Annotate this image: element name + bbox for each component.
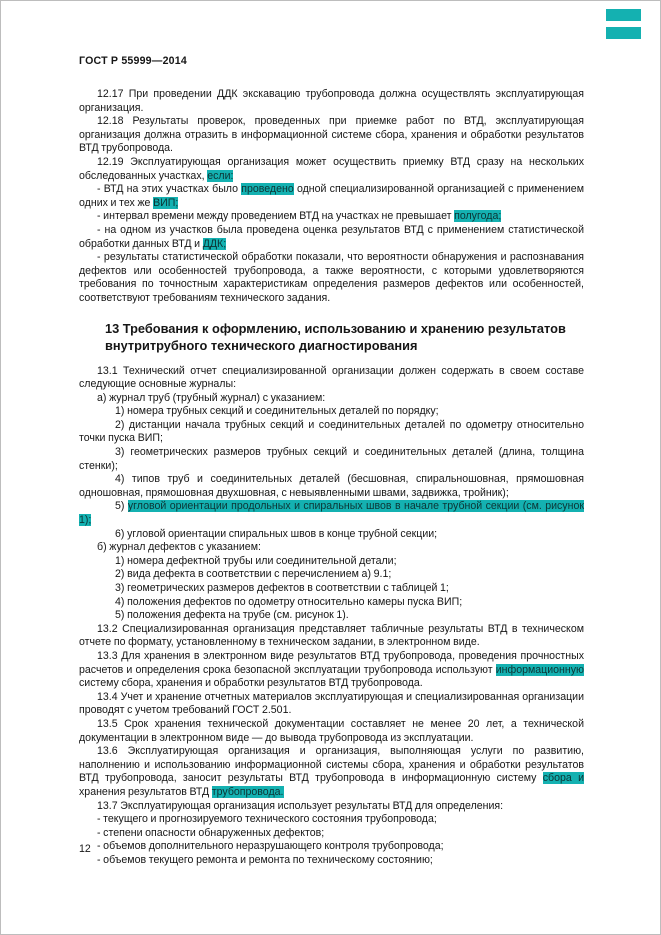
list-item [79,500,584,527]
text-segment: 5) [115,500,128,513]
text-segment: 4) типов труб и соединительных деталей (бесшовная, спиральношовная, прямошовная одношовная, прямошовная двухшовная, с невыявленными швами, задвижка, тройник); [79,473,584,499]
text-segment: - на одном из участков была проведена оценка результатов ВТД с применением статистической обработки данных ВТД и [79,223,584,250]
list-item [79,405,584,419]
highlighted-text: угловой ориентации продольных и спиральных швов в начале трубной секции (см. рисунок 1); [79,500,584,527]
text-segment: 4) положения дефектов по одометру относительно камеры пуска ВИП; [115,595,463,608]
paragraph [79,392,584,406]
paragraph [79,813,584,827]
page-number: 12 [79,843,91,855]
text-segment: - текущего и прогнозируемого технического состояния трубопровода; [97,813,437,826]
document-content [79,88,584,867]
list-item [79,528,584,542]
paragraph [79,541,584,555]
section-heading [105,320,584,355]
paragraph [79,156,584,183]
paragraph [79,224,584,251]
text-segment: 2) дистанции начала трубных секций и соединительных деталей по одометру относительно точки пуска ВИП; [79,418,584,445]
list-item [79,596,584,610]
list-item [79,582,584,596]
paragraph [79,745,584,799]
paragraph [79,827,584,841]
text-segment: б) журнал дефектов с указанием: [97,541,261,554]
text-segment: - объемов дополнительного неразрушающего контроля трубопровода; [97,840,444,853]
text-segment: 1) номера трубных секций и соединительных деталей по порядку; [115,405,439,418]
list-item [79,419,584,446]
highlighted-text: ДДК; [202,237,227,250]
text-segment: 13.6 Эксплуатирующая организация и организация, выполняющая услуги по развитию, наполнению и использованию информационной системы сбора, хранения и обработки результатов ВТД трубопровода, заносит результаты ВТД трубопровода в информационную систему [79,745,584,785]
text-segment: - результаты статистической обработки показали, что вероятности обнаружения и распознавания дефектов или особенностей трубопровода, а также вероятности, с которыми удовлетворяются требования по точностным характеристикам определения размеров дефектов или особенностей, соответствуют требованиям технического задания. [79,251,584,304]
document-standard-number: ГОСТ Р 55999—2014 [79,55,187,67]
text-segment: 13.7 Эксплуатирующая организация использует результаты ВТД для определения: [97,799,504,812]
highlighted-text: полугода; [454,210,502,223]
paragraph [79,650,584,691]
text-segment: 3) геометрических размеров дефектов в соответствии с таблицей 1; [115,582,449,594]
text-segment: хранения результатов ВТД [79,785,212,798]
text-segment: 13.4 Учет и хранение отчетных материалов эксплуатирующая и специализированная организации проводят с учетом требований ГОСТ 2.501. [79,690,584,717]
text-segment: 12.18 Результаты проверок, проведенных при приемке работ по ВТД, эксплуатирующая организация должна отразить в информационной системе сбора, хранения и обработки результатов ВТД трубопровода. [79,115,584,155]
text-segment: 13.5 Срок хранения технической документации составляет не менее 20 лет, а технической документации в электронном виде — до вывода трубопровода из эксплуатации. [79,717,584,744]
paragraph [79,623,584,650]
highlighted-text: трубопровода. [211,785,284,798]
text-segment: систему сбора, хранения и обработки результатов ВТД трубопровода. [79,677,423,690]
text-segment: одной специализированной организацией с применением одних и тех же [79,183,584,209]
highlighted-text: ВИП; [153,196,179,209]
paragraph [79,840,584,854]
text-segment: 13 Требования к оформлению, использованию и хранению результатов внутритрубного технического диагностирования [105,320,566,353]
paragraph [79,691,584,718]
text-segment: 1) номера дефектной трубы или соединительной детали; [115,554,397,567]
paragraph [79,854,584,868]
text-segment: 13.3 Для хранения в электронном виде результатов ВТД трубопровода, проведения прочностных расчетов и определения срока безопасной эксплуатации трубопровода используют [79,649,584,676]
list-item [79,609,584,623]
list-item [79,568,584,582]
paragraph [79,183,584,210]
highlight-marker-top [606,9,641,21]
text-segment: 13.1 Технический отчет специализированной организации должен содержать в своем составе следующие основные журналы: [79,364,584,391]
paragraph [79,115,584,156]
paragraph [79,718,584,745]
text-segment: 12.17 При проведении ДДК экскавацию трубопровода должна осуществлять эксплуатирующая организация. [79,88,584,114]
text-segment: - интервал времени между проведением ВТД на участках не превышает [97,210,455,223]
text-segment: а) журнал труб (трубный журнал) с указанием: [97,391,326,404]
highlighted-text: сбора и [542,772,584,785]
paragraph [79,365,584,392]
text-segment: 6) угловой ориентации спиральных швов в конце трубной секции; [115,527,438,540]
highlighted-text: если: [207,169,234,182]
text-segment: 2) вида дефекта в соответствии с перечислением а) 9.1; [115,568,392,581]
text-segment: 13.2 Специализированная организация представляет табличные результаты ВТД в техническом отчете по формату, установленному в техническом задании, в электронном виде. [79,622,584,649]
text-segment: - объемов текущего ремонта и ремонта по техническому состоянию; [97,853,433,866]
paragraph [79,251,584,305]
list-item [79,446,584,473]
paragraph [79,210,584,224]
list-item [79,473,584,500]
highlighted-text: проведено [241,183,294,196]
text-segment: 3) геометрических размеров трубных секций и соединительных деталей (длина, толщина стенки); [79,446,584,472]
list-item [79,555,584,569]
paragraph [79,800,584,814]
paragraph [79,88,584,115]
text-segment: 5) положения дефекта на трубе (см. рисунок 1). [115,609,349,622]
text-segment: - ВТД на этих участках было [97,183,242,196]
text-segment: - степени опасности обнаруженных дефектов; [97,826,325,839]
highlighted-text: информационную [495,663,584,676]
text-segment: 12.19 Эксплуатирующая организация может осуществить приемку ВТД сразу на нескольких обследованных участках, [79,155,584,182]
highlight-marker-bottom [606,27,641,39]
